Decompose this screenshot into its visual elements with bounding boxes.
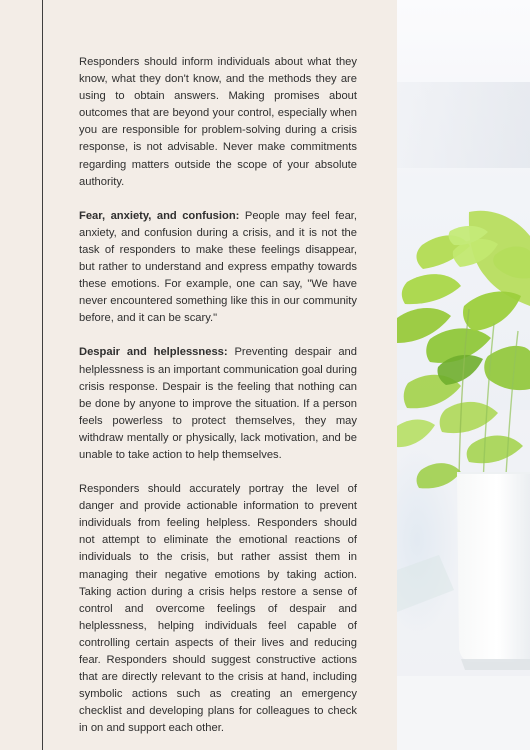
plant-photo	[397, 0, 530, 750]
left-margin-rule	[42, 0, 43, 750]
paragraph-2-heading: Fear, anxiety, and confusion:	[79, 209, 240, 222]
plant-pot-base	[461, 659, 530, 670]
plant-illustration	[397, 0, 530, 750]
plant-pot-icon	[457, 473, 530, 662]
lower-table-area	[397, 676, 530, 750]
paragraph-1	[79, 54, 357, 191]
paragraph-4-text: Responders should accurately portray the level of danger and provide actionable information to prevent individuals from feeling helpless. Responders should not attempt to eliminate the emotional reactions of individuals to the crisis, but rather assist them in managing their negative emotions by taking action. Taking action during a crisis helps restore a sense of control and overcome feelings of despair and helplessness, helping individuals feel capable of controlling certain aspects of their lives and reducing fear. Responders should suggest constructive actions that are directly relevant to the crisis at hand, including symbolic actions such as creating an emergency checklist and developing plans for colleagues to check in on and support each other.	[79, 483, 357, 735]
paragraph-3-text: Preventing despair and helplessness is an important communication goal during crisis response. Despair is the feeling that nothing can be done by anyone to improve the situation. If a person feels powerless to protect themselves, they may withdraw mentally or physically, lack motivation, and be unable to take action to help themselves.	[79, 346, 357, 461]
paragraph-2	[79, 208, 357, 328]
paragraph-3-heading: Despair and helplessness:	[79, 346, 228, 359]
paragraph-2-text: People may feel fear, anxiety, and confusion during a crisis, and it is not the task of responders to make these feelings disappear, but rather to understand and express empathy towards these emotions. For example, one can say, "We have never encountered something like this in our community before, and it can be scary."	[79, 209, 358, 325]
document-body	[79, 54, 357, 737]
window-panel	[397, 82, 530, 168]
paragraph-4	[79, 481, 357, 737]
paragraph-1-text: Responders should inform individuals about what they know, what they don't know, and the methods they are using to obtain answers. Making promises about outcomes that are beyond your control, especially when you are responsible for problem-solving during a crisis response, is not advisable. Never make commitments regarding matters outside the scope of your absolute authority.	[79, 56, 357, 188]
paragraph-3	[79, 344, 357, 464]
